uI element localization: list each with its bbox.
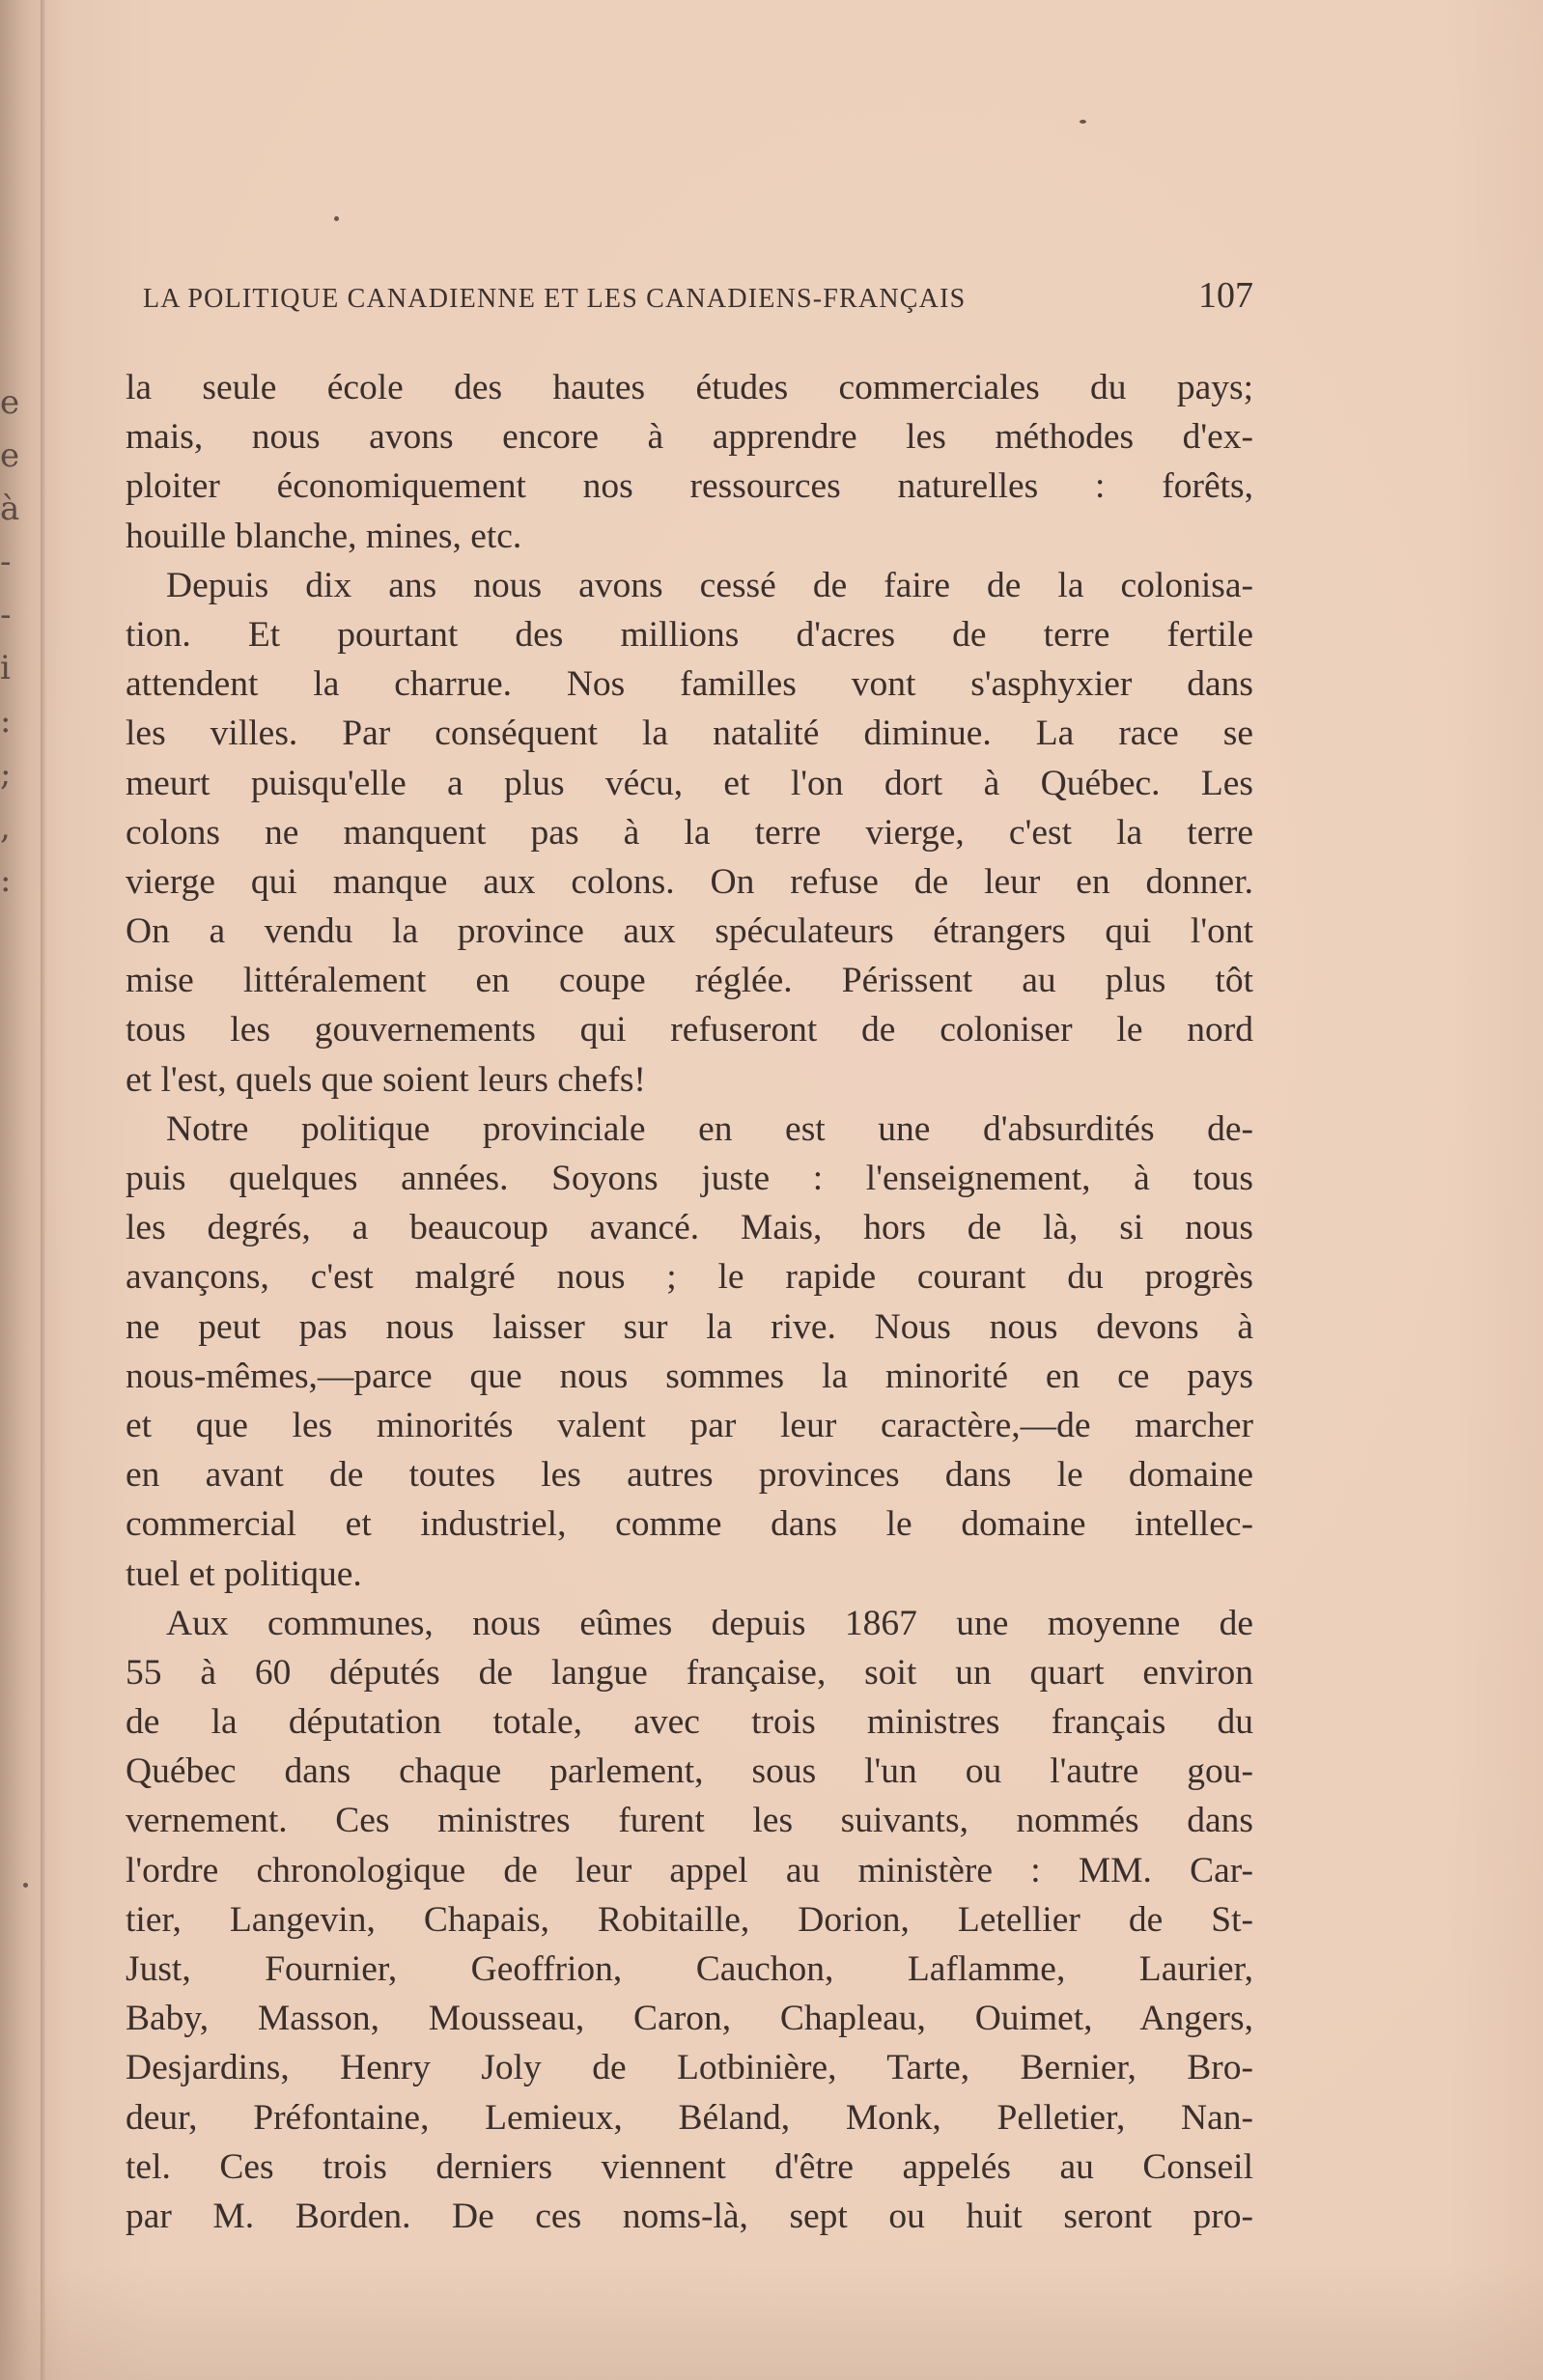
- text-line: ploiter économiquement nos ressources naturelles : forêts,: [126, 466, 1253, 507]
- text-line: Desjardins, Henry Joly de Lotbinière, Tarte, Bernier, Bro-: [126, 2048, 1253, 2088]
- text-line: les degrés, a beaucoup avancé. Mais, hors de là, si nous: [126, 1208, 1253, 1248]
- text-line: mais, nous avons encore à apprendre les méthodes d'ex-: [126, 417, 1253, 458]
- text-line: Depuis dix ans nous avons cessé de faire de la colonisa-: [166, 565, 1253, 605]
- text-line: l'ordre chronologique de leur appel au ministère : MM. Car-: [126, 1850, 1253, 1890]
- text-line: tuel et politique.: [126, 1554, 362, 1594]
- text-line: par M. Borden. De ces noms-là, sept ou huit seront pro-: [126, 2196, 1253, 2236]
- text-line: et que les minorités valent par leur caractère,—de marcher: [126, 1405, 1253, 1445]
- text-line: tous les gouvernements qui refuseront de coloniser le nord: [126, 1010, 1253, 1050]
- margin-letter: -: [0, 543, 12, 581]
- margin-letter: ;: [0, 755, 12, 794]
- text-line: avançons, c'est malgré nous ; le rapide courant du progrès: [126, 1257, 1253, 1298]
- text-line: On a vendu la province aux spéculateurs étrangers qui l'ont: [126, 911, 1253, 952]
- text-line: de la députation totale, avec trois ministres français du: [126, 1702, 1253, 1743]
- running-title: LA POLITIQUE CANADIENNE ET LES CANADIENS-FRANÇAIS: [143, 284, 967, 314]
- text-line: vierge qui manque aux colons. On refuse de leur en donner.: [126, 861, 1253, 902]
- margin-letter: -: [0, 596, 12, 634]
- page-bottom-shade: [0, 2264, 1543, 2380]
- margin-letter: à: [0, 490, 20, 528]
- text-line: Just, Fournier, Geoffrion, Cauchon, Laflamme, Laurier,: [126, 1949, 1253, 1989]
- text-line: en avant de toutes les autres provinces dans le domaine: [126, 1455, 1253, 1496]
- binding-gutter: [41, 0, 46, 2380]
- text-line: tier, Langevin, Chapais, Robitaille, Dorion, Letellier de St-: [126, 1899, 1253, 1940]
- text-line: meurt puisqu'elle a plus vécu, et l'on dort à Québec. Les: [126, 763, 1253, 803]
- paper-speck: [23, 1883, 28, 1888]
- page-number: 107: [1198, 275, 1253, 316]
- paper-speck: [334, 216, 339, 221]
- text-line: puis quelques années. Soyons juste : l'enseignement, à tous: [126, 1159, 1253, 1198]
- text-line: houille blanche, mines, etc.: [126, 516, 522, 556]
- margin-letter: i: [0, 649, 11, 687]
- text-line: 55 à 60 députés de langue française, soit un quart environ: [126, 1652, 1253, 1693]
- text-line: deur, Préfontaine, Lemieux, Béland, Monk, Pelletier, Nan-: [126, 2097, 1253, 2138]
- text-line: vernement. Ces ministres furent les suivants, nommés dans: [126, 1801, 1253, 1841]
- text-line: commercial et industriel, comme dans le domaine intellec-: [126, 1504, 1253, 1545]
- body-text: [126, 363, 1253, 2241]
- margin-letter: e: [0, 436, 20, 475]
- text-line: Québec dans chaque parlement, sous l'un ou l'autre gou-: [126, 1751, 1253, 1792]
- text-line: Aux communes, nous eûmes depuis 1867 une moyenne de: [166, 1603, 1253, 1643]
- margin-letter: :: [0, 702, 12, 741]
- text-line: Baby, Masson, Mousseau, Caron, Chapleau, Ouimet, Angers,: [126, 1999, 1253, 2039]
- text-line: et l'est, quels que soient leurs chefs!: [126, 1059, 646, 1100]
- text-line: tion. Et pourtant des millions d'acres de terre fertile: [126, 614, 1253, 655]
- margin-letter: :: [0, 861, 12, 900]
- text-line: la seule école des hautes études commerciales du pays;: [126, 368, 1253, 407]
- facing-page-margin-letters: [0, 377, 23, 908]
- margin-letter: e: [0, 383, 20, 422]
- text-line: colons ne manquent pas à la terre vierge, c'est la terre: [126, 812, 1253, 853]
- text-line: ne peut pas nous laisser sur la rive. Nous nous devons à: [126, 1306, 1253, 1347]
- text-line: tel. Ces trois derniers viennent d'être appelés au Conseil: [126, 2146, 1253, 2187]
- text-line: mise littéralement en coupe réglée. Périssent au plus tôt: [126, 961, 1253, 1001]
- text-line: les villes. Par conséquent la natalité diminue. La race se: [126, 714, 1253, 754]
- margin-letter: ,: [0, 808, 11, 847]
- running-header: [143, 274, 1253, 322]
- text-line: Notre politique provinciale en est une d'absurdités de-: [166, 1108, 1253, 1149]
- paper-speck: [1080, 120, 1086, 124]
- text-line: attendent la charrue. Nos familles vont s'asphyxier dans: [126, 664, 1253, 705]
- text-line: nous-mêmes,—parce que nous sommes la minorité en ce pays: [126, 1356, 1253, 1396]
